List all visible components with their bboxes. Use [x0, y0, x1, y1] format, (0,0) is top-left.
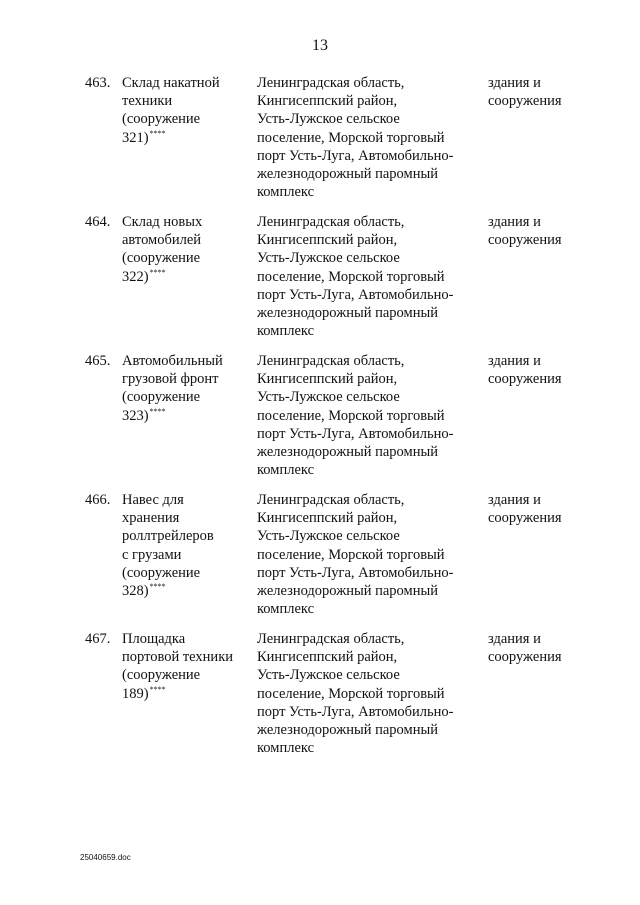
- name-line: (сооружение: [122, 250, 201, 267]
- name-line: Склад новых: [122, 214, 203, 230]
- category-line: здания и: [488, 353, 541, 369]
- entry-address: [257, 491, 472, 618]
- address-line: железнодорожный паромный: [257, 166, 438, 183]
- name-line: Склад накатной: [122, 75, 220, 91]
- name-line: (сооружение: [122, 564, 201, 581]
- name-line-last: [122, 685, 250, 703]
- category-line: здания и: [488, 492, 541, 508]
- name-line-text: 322): [122, 268, 149, 285]
- entry-name: [122, 630, 250, 703]
- entry-address: [257, 213, 472, 340]
- list-item: [0, 491, 640, 630]
- name-line-text: 323): [122, 407, 149, 424]
- footnote-marker: ****: [149, 684, 166, 694]
- list-item: [0, 352, 640, 491]
- name-line-last: [122, 129, 250, 147]
- address-line: комплекс: [257, 184, 315, 201]
- address-line: поселение, Морской торговый: [257, 129, 445, 146]
- list-item: [0, 213, 640, 352]
- address-line: порт Усть-Луга, Автомобильно-: [257, 564, 454, 581]
- name-line-last: [122, 582, 250, 600]
- address-line: порт Усть-Луга, Автомобильно-: [257, 147, 454, 164]
- address-line: поселение, Морской торговый: [257, 407, 445, 424]
- entry-address: [257, 630, 472, 757]
- name-line: (сооружение: [122, 667, 201, 684]
- file-name: 25040659.doc: [80, 853, 131, 862]
- name-line: (сооружение: [122, 111, 201, 128]
- entry-category: [488, 213, 618, 249]
- address-line: Усть-Лужское сельское: [257, 111, 400, 128]
- entry-name: [122, 491, 250, 600]
- entries-list: [0, 74, 640, 769]
- entry-category: [488, 352, 618, 388]
- entry-name: [122, 352, 250, 425]
- name-line: хранения: [122, 510, 180, 527]
- entry-name: [122, 213, 250, 286]
- category-line: сооружения: [488, 93, 562, 110]
- address-line: Кингисеппский район,: [257, 649, 398, 666]
- address-line: Кингисеппский район,: [257, 371, 398, 388]
- footnote-marker: ****: [149, 582, 166, 592]
- address-line: Усть-Лужское сельское: [257, 389, 400, 406]
- name-line: Навес для: [122, 492, 184, 508]
- address-line: поселение, Морской торговый: [257, 685, 445, 702]
- address-line: порт Усть-Луга, Автомобильно-: [257, 425, 454, 442]
- address-line: Ленинградская область,: [257, 214, 405, 230]
- name-line: роллтрейлеров: [122, 528, 214, 545]
- entry-address: [257, 74, 472, 201]
- name-line: Площадка: [122, 631, 186, 647]
- address-line: Усть-Лужское сельское: [257, 528, 400, 545]
- entry-category: [488, 630, 618, 666]
- address-line: железнодорожный паромный: [257, 722, 438, 739]
- entry-number: 464.: [85, 214, 111, 230]
- footnote-marker: ****: [149, 406, 166, 416]
- name-line-last: [122, 268, 250, 286]
- address-line: Кингисеппский район,: [257, 510, 398, 527]
- address-line: Ленинградская область,: [257, 75, 405, 91]
- list-item: [0, 630, 640, 769]
- list-item: [0, 74, 640, 213]
- address-line: Ленинградская область,: [257, 353, 405, 369]
- category-line: здания и: [488, 75, 541, 91]
- entry-category: [488, 491, 618, 527]
- name-line: портовой техники: [122, 649, 234, 666]
- name-line: техники: [122, 93, 173, 110]
- entry-category: [488, 74, 618, 110]
- address-line: порт Усть-Луга, Автомобильно-: [257, 286, 454, 303]
- category-line: сооружения: [488, 649, 562, 666]
- name-line-text: 189): [122, 685, 149, 702]
- address-line: железнодорожный паромный: [257, 444, 438, 461]
- category-line: сооружения: [488, 371, 562, 388]
- category-line: здания и: [488, 214, 541, 230]
- entry-number: 466.: [85, 492, 111, 508]
- address-line: Ленинградская область,: [257, 631, 405, 647]
- address-line: комплекс: [257, 462, 315, 479]
- address-line: поселение, Морской торговый: [257, 546, 445, 563]
- category-line: здания и: [488, 631, 541, 647]
- address-line: Ленинградская область,: [257, 492, 405, 508]
- name-line: (сооружение: [122, 389, 201, 406]
- name-line: Автомобильный: [122, 353, 223, 369]
- footnote-marker: ****: [149, 128, 166, 138]
- page-number: 13: [312, 37, 328, 54]
- category-line: сооружения: [488, 232, 562, 249]
- address-line: железнодорожный паромный: [257, 583, 438, 600]
- address-line: порт Усть-Луга, Автомобильно-: [257, 703, 454, 720]
- category-line: сооружения: [488, 510, 562, 527]
- address-line: комплекс: [257, 323, 315, 340]
- address-line: железнодорожный паромный: [257, 305, 438, 322]
- name-line-last: [122, 407, 250, 425]
- address-line: комплекс: [257, 601, 315, 618]
- entry-name: [122, 74, 250, 147]
- address-line: Кингисеппский район,: [257, 232, 398, 249]
- name-line: грузовой фронт: [122, 371, 219, 388]
- name-line: с грузами: [122, 546, 182, 563]
- entry-number: 467.: [85, 631, 111, 647]
- footnote-marker: ****: [149, 267, 166, 277]
- entry-number: 465.: [85, 353, 111, 369]
- entry-number: 463.: [85, 75, 111, 91]
- name-line-text: 321): [122, 129, 149, 146]
- address-line: Усть-Лужское сельское: [257, 667, 400, 684]
- address-line: Усть-Лужское сельское: [257, 250, 400, 267]
- address-line: поселение, Морской торговый: [257, 268, 445, 285]
- address-line: комплекс: [257, 740, 315, 757]
- entry-address: [257, 352, 472, 479]
- name-line: автомобилей: [122, 232, 202, 249]
- address-line: Кингисеппский район,: [257, 93, 398, 110]
- name-line-text: 328): [122, 583, 149, 600]
